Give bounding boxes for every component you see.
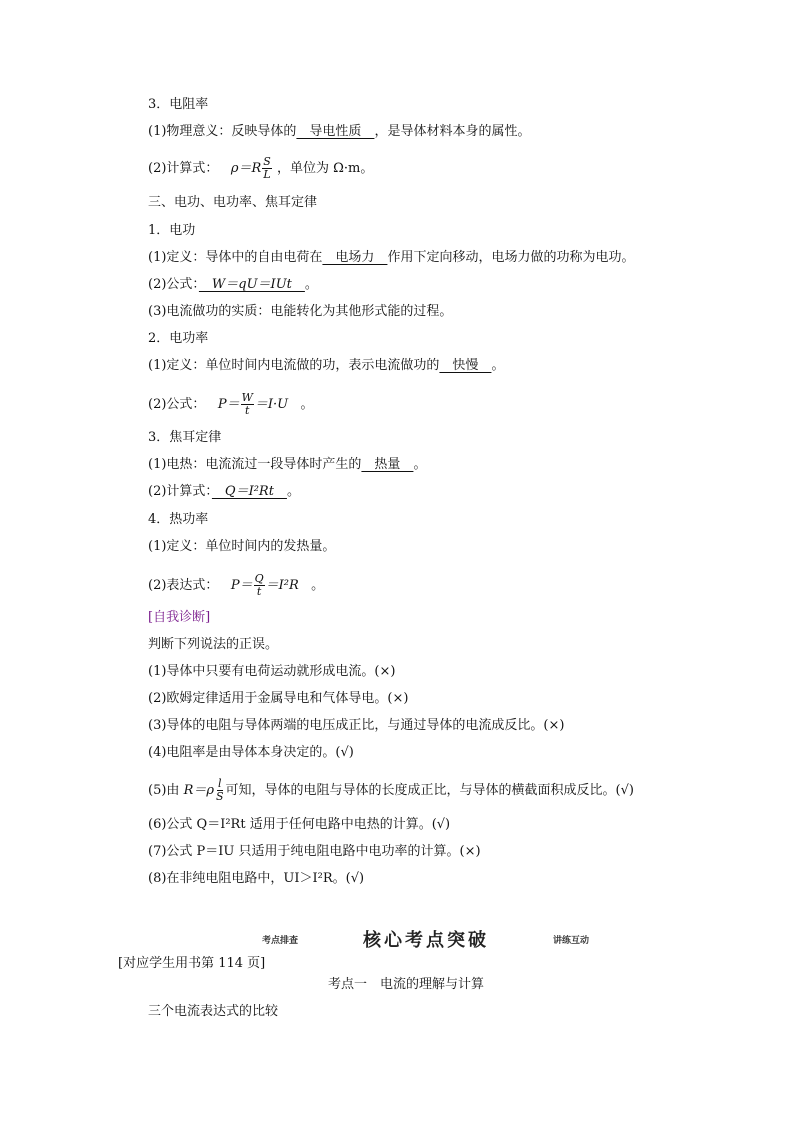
banner-title: 核心考点突破 [363,930,489,951]
work-definition: (1)定义：导体中的自由电荷在 电场力 作用下定向移动，电场力做的功称为电功。 [148,250,635,265]
power-title: 2．电功率 [148,331,209,346]
page-reference: [对应学生用书第 114 页] [118,956,266,971]
diagnosis-item-5: (5)由 R＝ρ $\frac{l}{S}$ 可知，导体的电阻与导体的长度成正比，与导体的横截面积成反比。(√) [148,777,634,803]
work-title: 1．电功 [148,223,196,238]
heat-power-formula: (2)表达式： P＝ $\frac{Q}{t}$ ＝I²R 。 [148,572,325,598]
joule-heat: (1)电热：电流流过一段导体时产生的 热量 。 [148,457,427,472]
diagnosis-item-2: (2)欧姆定律适用于金属导电和气体导电。(×) [148,691,409,706]
diagnosis-intro: 判断下列说法的正误。 [148,637,279,652]
diagnosis-item-6: (6)公式 Q＝I²Rt 适用于任何电路中电热的计算。(√) [148,817,451,832]
power-definition: (1)定义：单位时间内电流做的功，表示电流做功的 快慢 。 [148,358,505,373]
heat-power-title: 4．热功率 [148,512,209,527]
comparison-subtitle: 三个电流表达式的比较 [148,1004,279,1019]
diagnosis-item-1: (1)导体中只要有电荷运动就形成电流。(×) [148,664,396,679]
banner-right-label: 讲练互动 [553,936,590,946]
section-three-title: 三、电功、电功率、焦耳定律 [148,195,318,210]
resistivity-meaning: (1)物理意义：反映导体的 导电性质 ，是导体材料本身的属性。 [148,124,531,139]
self-diagnosis-tag: [自我诊断] [148,610,211,625]
banner-left-label: 考点排查 [262,936,299,946]
joule-title: 3．焦耳定律 [148,430,222,445]
work-formula: (2)公式： W＝qU＝IUt 。 [148,277,318,292]
joule-formula: (2)计算式： Q＝I²Rt 。 [148,484,300,499]
section-resistivity-title: 3．电阻率 [148,97,209,112]
diagnosis-item-8: (8)在非纯电阻电路中，UI＞I²R。(√) [148,871,365,886]
heat-power-definition: (1)定义：单位时间内的发热量。 [148,539,336,554]
diagnosis-item-3: (3)导体的电阻与导体两端的电压成正比，与通过导体的电流成反比。(×) [148,718,565,733]
diagnosis-item-7: (7)公式 P＝IU 只适用于纯电阻电路中电功率的计算。(×) [148,844,481,859]
resistivity-formula: (2)计算式： ρ＝R $\frac{S}{L}$ ，单位为 Ω·m。 [148,155,374,181]
diagnosis-item-4: (4)电阻率是由导体本身决定的。(√) [148,745,354,760]
power-formula: (2)公式： P＝ $\frac{W}{t}$ ＝I·U 。 [148,391,314,417]
work-essence: (3)电流做功的实质：电能转化为其他形式能的过程。 [148,304,453,319]
topic-one-title: 考点一 电流的理解与计算 [328,977,485,992]
